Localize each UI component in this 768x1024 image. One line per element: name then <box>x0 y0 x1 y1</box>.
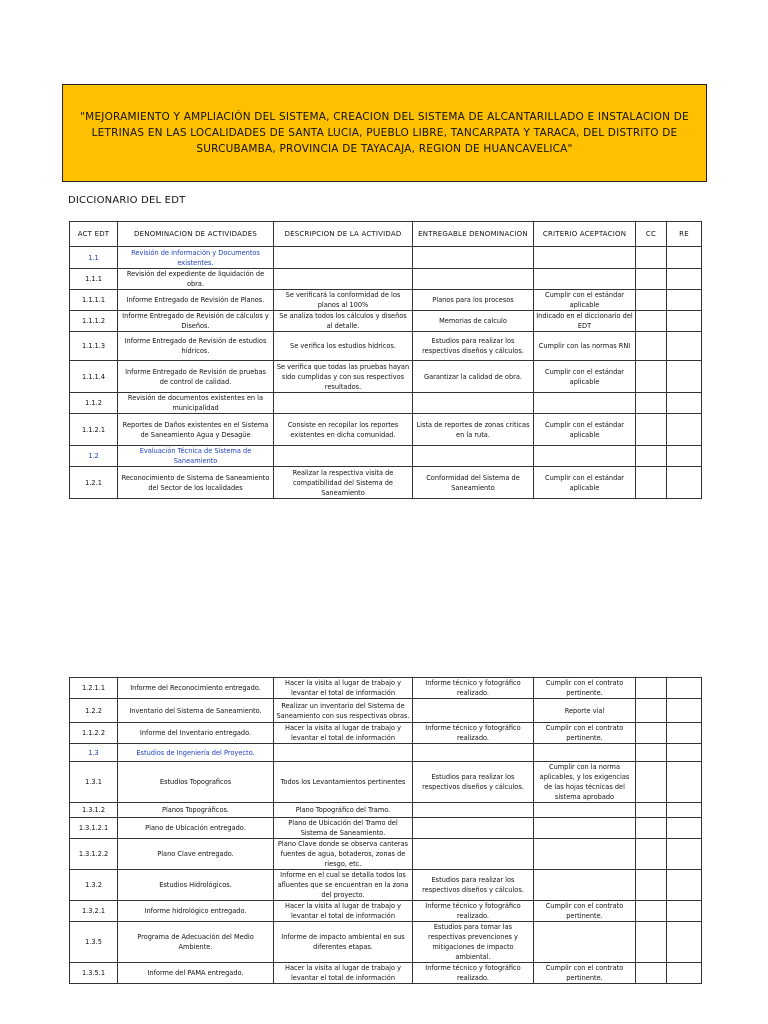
re-cell <box>667 901 702 922</box>
table-row <box>70 744 702 762</box>
deliverable: Conformidad del Sistema de Saneamiento <box>413 467 534 499</box>
edt-code: 1.1.1.2 <box>70 311 118 332</box>
edt-code: 1.1.1 <box>70 269 118 290</box>
cc-cell <box>636 839 667 870</box>
edt-dictionary-label: DICCIONARIO DEL EDT <box>68 195 186 206</box>
acceptance-criteria: Cumplir con el contrato pertinente. <box>534 678 636 699</box>
cc-cell <box>636 744 667 762</box>
deliverable <box>413 818 534 839</box>
table-row <box>70 247 702 269</box>
re-cell <box>667 467 702 499</box>
header-denominacion: DENOMINACION DE ACTIVIDADES <box>118 222 274 247</box>
cc-cell <box>636 311 667 332</box>
deliverable <box>413 699 534 723</box>
deliverable: Informe técnico y fotográfico realizado. <box>413 901 534 922</box>
activity-name: Reconocimiento de Sistema de Saneamiento del Sector de los localidades <box>118 467 274 499</box>
re-cell <box>667 818 702 839</box>
activity-name: Revisión de información y Documentos existentes. <box>118 247 274 269</box>
acceptance-criteria: Cumplir con el estándar aplicable <box>534 414 636 446</box>
activity-name: Informe Entregado de Revisión de cálculos y Diseños. <box>118 311 274 332</box>
cc-cell <box>636 393 667 414</box>
cc-cell <box>636 332 667 361</box>
re-cell <box>667 269 702 290</box>
edt-code: 1.1.2 <box>70 393 118 414</box>
re-cell <box>667 744 702 762</box>
edt-code: 1.1 <box>70 247 118 269</box>
acceptance-criteria <box>534 803 636 818</box>
deliverable: Informe técnico y fotográfico realizado. <box>413 723 534 744</box>
acceptance-criteria: Cumplir con el estándar aplicable <box>534 467 636 499</box>
project-title-box <box>62 84 707 182</box>
activity-name: Estudios Topograficos <box>118 762 274 803</box>
activity-name: Estudios Hidrológicos. <box>118 870 274 901</box>
edt-code: 1.3.1 <box>70 762 118 803</box>
acceptance-criteria <box>534 922 636 963</box>
header-descripcion: DESCRIPCION DE LA ACTIVIDAD <box>274 222 413 247</box>
cc-cell <box>636 446 667 467</box>
table-row <box>70 269 702 290</box>
cc-cell <box>636 290 667 311</box>
activity-description: Plano Clave donde se observa canteras fuentes de agua, botaderos, zonas de riesgo, etc. <box>274 839 413 870</box>
acceptance-criteria: Reporte vial <box>534 699 636 723</box>
table-row <box>70 446 702 467</box>
cc-cell <box>636 870 667 901</box>
activity-name: Plano de Ubicación entregado. <box>118 818 274 839</box>
table-row <box>70 699 702 723</box>
edt-code: 1.1.1.1 <box>70 290 118 311</box>
table-row <box>70 901 702 922</box>
edt-code: 1.2.2 <box>70 699 118 723</box>
cc-cell <box>636 922 667 963</box>
deliverable <box>413 393 534 414</box>
table-row <box>70 332 702 361</box>
edt-code: 1.1.1.3 <box>70 332 118 361</box>
acceptance-criteria <box>534 839 636 870</box>
header-act-edt: ACT EDT <box>70 222 118 247</box>
activity-name: Informe Entregado de Revisión de Planos. <box>118 290 274 311</box>
re-cell <box>667 762 702 803</box>
cc-cell <box>636 361 667 393</box>
edt-code: 1.1.1.4 <box>70 361 118 393</box>
acceptance-criteria <box>534 870 636 901</box>
edt-code: 1.1.2.1 <box>70 414 118 446</box>
deliverable: Garantizar la calidad de obra. <box>413 361 534 393</box>
re-cell <box>667 393 702 414</box>
header-criterio: CRITERIO ACEPTACION <box>534 222 636 247</box>
activity-description: Plano Topográfico del Tramo. <box>274 803 413 818</box>
deliverable: Memorias de calculo <box>413 311 534 332</box>
re-cell <box>667 963 702 984</box>
activity-description: Hacer la visita al lugar de trabajo y levantar el total de información <box>274 901 413 922</box>
table-row <box>70 839 702 870</box>
edt-code: 1.3.5 <box>70 922 118 963</box>
table-row <box>70 467 702 499</box>
acceptance-criteria: Indicado en el diccionario del EDT <box>534 311 636 332</box>
re-cell <box>667 290 702 311</box>
edt-code: 1.3.2 <box>70 870 118 901</box>
activity-description: Plano de Ubicación del Tramo del Sistema de Saneamiento. <box>274 818 413 839</box>
table-row <box>70 290 702 311</box>
deliverable: Planos para los procesos <box>413 290 534 311</box>
activity-description: Realizar la respectiva visita de compatibilidad del Sistema de Saneamiento <box>274 467 413 499</box>
activity-description: Hacer la visita al lugar de trabajo y levantar el total de información <box>274 963 413 984</box>
activity-description <box>274 247 413 269</box>
activity-name: Plano Clave entregado. <box>118 839 274 870</box>
cc-cell <box>636 269 667 290</box>
acceptance-criteria <box>534 393 636 414</box>
acceptance-criteria: Cumplir con el contrato pertinente. <box>534 901 636 922</box>
edt-code: 1.3.2.1 <box>70 901 118 922</box>
acceptance-criteria <box>534 446 636 467</box>
deliverable: Estudios para realizar los respectivos diseños y cálculos. <box>413 870 534 901</box>
deliverable <box>413 269 534 290</box>
cc-cell <box>636 963 667 984</box>
edt-code: 1.3 <box>70 744 118 762</box>
activity-name: Informe Entregado de Revisión de pruebas de control de calidad. <box>118 361 274 393</box>
acceptance-criteria: Cumplir con el estándar aplicable <box>534 361 636 393</box>
activity-description: Se analiza todos los cálculos y diseños al detalle. <box>274 311 413 332</box>
edt-code: 1.3.1.2.2 <box>70 839 118 870</box>
acceptance-criteria: Cumplir con la norma aplicables, y los exigencias de las hojas técnicas del sistema aprobado <box>534 762 636 803</box>
cc-cell <box>636 723 667 744</box>
header-entregable: ENTREGABLE DENOMINACION <box>413 222 534 247</box>
re-cell <box>667 803 702 818</box>
table-row <box>70 922 702 963</box>
table-row <box>70 963 702 984</box>
table-row <box>70 678 702 699</box>
re-cell <box>667 361 702 393</box>
activity-description: Hacer la visita al lugar de trabajo y levantar el total de información <box>274 723 413 744</box>
acceptance-criteria <box>534 247 636 269</box>
edt-code: 1.3.1.2 <box>70 803 118 818</box>
cc-cell <box>636 699 667 723</box>
deliverable: Estudios para realizar los respectivos diseños y cálculos. <box>413 762 534 803</box>
activity-description <box>274 446 413 467</box>
re-cell <box>667 723 702 744</box>
re-cell <box>667 678 702 699</box>
activity-description: Todos los Levantamientos pertinentes <box>274 762 413 803</box>
re-cell <box>667 446 702 467</box>
activity-name: Evaluación Técnica de Sistema de Saneamiento <box>118 446 274 467</box>
activity-name: Informe hidrológico entregado. <box>118 901 274 922</box>
deliverable: Informe técnico y fotográfico realizado. <box>413 678 534 699</box>
cc-cell <box>636 762 667 803</box>
activity-description <box>274 269 413 290</box>
edt-table-bottom <box>69 677 702 984</box>
acceptance-criteria <box>534 818 636 839</box>
cc-cell <box>636 901 667 922</box>
activity-description: Realizar un inventario del Sistema de Saneamiento con sus respectivas obras. <box>274 699 413 723</box>
activity-description <box>274 393 413 414</box>
edt-code: 1.2 <box>70 446 118 467</box>
re-cell <box>667 332 702 361</box>
table-row <box>70 803 702 818</box>
activity-name: Programa de Adecuación del Medio Ambiente. <box>118 922 274 963</box>
edt-table-top <box>69 221 702 499</box>
deliverable <box>413 803 534 818</box>
re-cell <box>667 922 702 963</box>
header-re: RE <box>667 222 702 247</box>
activity-description: Informe de impacto ambiental en sus diferentes etapas. <box>274 922 413 963</box>
edt-code: 1.1.2.2 <box>70 723 118 744</box>
deliverable <box>413 839 534 870</box>
acceptance-criteria <box>534 744 636 762</box>
acceptance-criteria: Cumplir con el estándar aplicable <box>534 290 636 311</box>
edt-code: 1.2.1.1 <box>70 678 118 699</box>
activity-description: Se verifica que todas las pruebas hayan sido cumplidas y con sus respectivos resultados. <box>274 361 413 393</box>
acceptance-criteria: Cumplir con el contrato pertinente. <box>534 723 636 744</box>
project-title: "MEJORAMIENTO Y AMPLIACIÓN DEL SISTEMA, CREACION DEL SISTEMA DE ALCANTARILLADO E INSTALACION DE LETRINAS EN LAS LOCALIDADES DE SANTA LUCIA, PUEBLO LIBRE, TANCARPATA Y TARACA, DEL DISTRITO DE SURCUBAMBA, PROVINCIA DE TAYACAJA, REGION DE HUANCAVELICA" <box>80 111 689 155</box>
cc-cell <box>636 803 667 818</box>
deliverable: Lista de reportes de zonas criticas en la ruta. <box>413 414 534 446</box>
cc-cell <box>636 414 667 446</box>
table-row <box>70 414 702 446</box>
deliverable <box>413 446 534 467</box>
activity-name: Estudios de Ingeniería del Proyecto. <box>118 744 274 762</box>
header-cc: CC <box>636 222 667 247</box>
cc-cell <box>636 818 667 839</box>
cc-cell <box>636 678 667 699</box>
table-row <box>70 818 702 839</box>
re-cell <box>667 414 702 446</box>
activity-description <box>274 744 413 762</box>
deliverable: Informe técnico y fotográfico realizado. <box>413 963 534 984</box>
acceptance-criteria: Cumplir con las normas RNI <box>534 332 636 361</box>
deliverable <box>413 744 534 762</box>
acceptance-criteria: Cumplir con el contrato pertinente. <box>534 963 636 984</box>
activity-description: Se verifica los estudios hídricos. <box>274 332 413 361</box>
activity-name: Inventario del Sistema de Saneamiento. <box>118 699 274 723</box>
cc-cell <box>636 247 667 269</box>
activity-description: Se verificará la conformidad de los planos al 100% <box>274 290 413 311</box>
edt-code: 1.3.5.1 <box>70 963 118 984</box>
table-row <box>70 762 702 803</box>
deliverable: Estudios para tomar las respectivas prevenciones y mitigaciones de impacto ambiental. <box>413 922 534 963</box>
table-row <box>70 361 702 393</box>
deliverable: Estudios para realizar los respectivos diseños y cálculos. <box>413 332 534 361</box>
deliverable <box>413 247 534 269</box>
table-row <box>70 723 702 744</box>
activity-name: Informe Entregado de Revisión de estudios hídricos. <box>118 332 274 361</box>
acceptance-criteria <box>534 269 636 290</box>
edt-code: 1.3.1.2.1 <box>70 818 118 839</box>
table-row <box>70 393 702 414</box>
re-cell <box>667 699 702 723</box>
activity-name: Informe del Reconocimiento entregado. <box>118 678 274 699</box>
table-row <box>70 311 702 332</box>
activity-name: Revisión de documentos existentes en la municipalidad <box>118 393 274 414</box>
edt-code: 1.2.1 <box>70 467 118 499</box>
table-row <box>70 870 702 901</box>
activity-description: Hacer la visita al lugar de trabajo y levantar el total de información <box>274 678 413 699</box>
re-cell <box>667 247 702 269</box>
activity-description: Informe en el cual se detalla todos los afluentes que se encuentran en la zona del proyecto. <box>274 870 413 901</box>
re-cell <box>667 311 702 332</box>
activity-description: Consiste en recopilar los reportes existentes en dicha comunidad. <box>274 414 413 446</box>
re-cell <box>667 839 702 870</box>
activity-name: Informe del Inventario entregado. <box>118 723 274 744</box>
activity-name: Informe del PAMA entregado. <box>118 963 274 984</box>
activity-name: Planos Topográficos. <box>118 803 274 818</box>
re-cell <box>667 870 702 901</box>
cc-cell <box>636 467 667 499</box>
table-header-row <box>70 222 702 247</box>
activity-name: Reportes de Daños existentes en el Sistema de Saneamiento Agua y Desagüe <box>118 414 274 446</box>
activity-name: Revisión del expediente de liquidación de obra. <box>118 269 274 290</box>
